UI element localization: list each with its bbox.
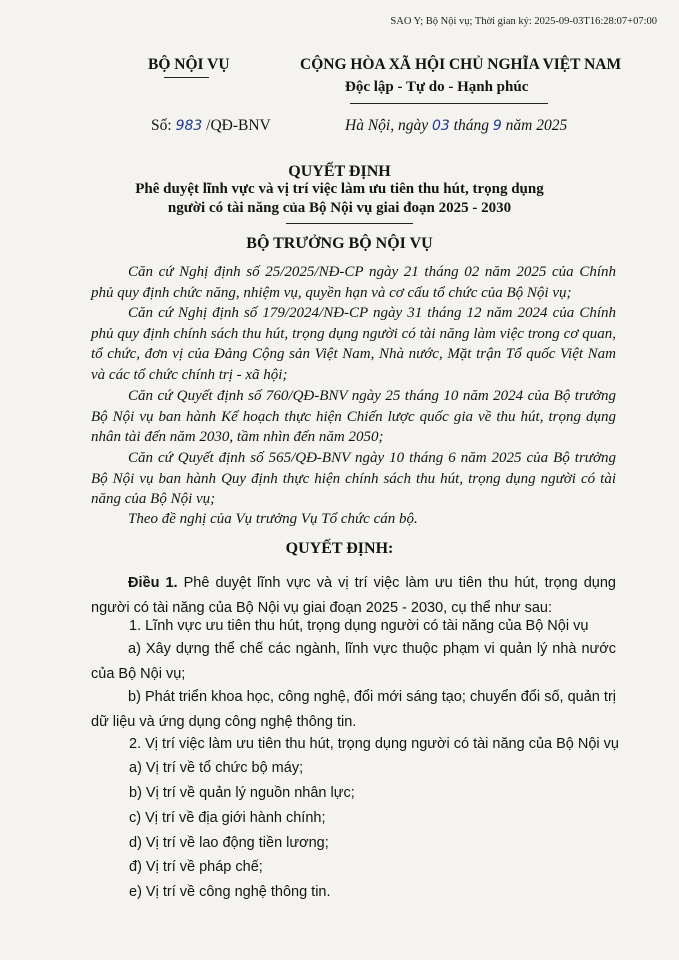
issue-date xyxy=(345,117,567,135)
document-subtitle-line-1: Phê duyệt lĩnh vực và vị trí việc làm ưu tiên thu hút, trọng dụng xyxy=(135,181,544,197)
section-2-title: 2. Vị trí việc làm ưu tiên thu hút, trọng dụng người có tài năng của Bộ Nội vụ xyxy=(129,736,619,752)
position-item: e) Vị trí về công nghệ thông tin. xyxy=(129,884,331,900)
digital-signature-stamp: SAO Y; Bộ Nội vụ; Thời gian ký: 2025-09-03T16:28:07+07:00 xyxy=(390,16,657,27)
position-item: b) Vị trí về quản lý nguồn nhân lực; xyxy=(129,785,355,801)
document-subtitle-line-2: người có tài năng của Bộ Nội vụ giai đoạn 2025 - 2030 xyxy=(167,200,512,216)
national-title: CỘNG HÒA XÃ HỘI CHỦ NGHĨA VIỆT NAM xyxy=(300,56,622,73)
issuing-ministry: BỘ NỘI VỤ xyxy=(148,56,230,73)
article-1 xyxy=(91,571,616,620)
national-motto: Độc lập - Tự do - Hạnh phúc xyxy=(345,79,529,95)
document-number xyxy=(151,117,271,135)
title-underline xyxy=(286,223,413,224)
date-month: 9 xyxy=(492,118,502,134)
section-1-item-a: a) Xây dựng thể chế các ngành, lĩnh vực thuộc phạm vi quản lý nhà nước của Bộ Nội vụ; xyxy=(91,641,616,682)
preamble-paragraph: Căn cứ Nghị định số 25/2025/NĐ-CP ngày 21 tháng 02 năm 2025 của Chính phủ quy định chức năng, nhiệm vụ, quyền hạn và cơ cấu tổ chức của Bộ Nội vụ; xyxy=(91,264,616,301)
date-year: năm 2025 xyxy=(505,117,568,134)
motto-underline xyxy=(350,103,548,104)
date-day: 03 xyxy=(431,118,450,134)
section-1-title: 1. Lĩnh vực ưu tiên thu hút, trọng dụng người có tài năng của Bộ Nội vụ xyxy=(129,618,589,634)
preamble-paragraph: Căn cứ Quyết định số 760/QĐ-BNV ngày 25 tháng 10 năm 2024 của Bộ trưởng Bộ Nội vụ ban hành Kế hoạch thực hiện Chiến lược quốc gia về thu hút, trọng dụng nhân tài đến năm 2030, tầm nhìn đến năm 2050; xyxy=(91,388,616,445)
article-1-label: Điều 1. xyxy=(128,575,178,591)
position-item: a) Vị trí về tổ chức bộ máy; xyxy=(129,760,304,776)
preamble-paragraph: Theo đề nghị của Vụ trưởng Vụ Tổ chức cán bộ. xyxy=(128,511,418,527)
section-1-item-b: b) Phát triển khoa học, công nghệ, đổi mới sáng tạo; chuyển đổi số, quản trị dữ liệu và ứng dụng công nghệ thông tin. xyxy=(91,689,616,730)
position-item: đ) Vị trí về pháp chế; xyxy=(129,859,263,875)
issuing-authority: BỘ TRƯỞNG BỘ NỘI VỤ xyxy=(246,235,433,252)
date-month-label: tháng xyxy=(453,117,489,134)
document-title: QUYẾT ĐỊNH xyxy=(288,163,391,180)
position-item: c) Vị trí về địa giới hành chính; xyxy=(129,810,326,826)
number-prefix: Số: xyxy=(151,117,172,134)
article-1-text: Phê duyệt lĩnh vực và vị trí việc làm ưu tiên thu hút, trọng dụng người có tài năng của Bộ Nội vụ giai đoạn 2025 - 2030, cụ thể như sau: xyxy=(91,575,616,616)
decision-heading: QUYẾT ĐỊNH: xyxy=(285,540,394,557)
preamble-paragraph: Căn cứ Quyết định số 565/QĐ-BNV ngày 10 tháng 6 năm 2025 của Bộ trưởng Bộ Nội vụ ban hành Quy định thực hiện chính sách thu hút, trọng dụng người có tài năng của Bộ Nội vụ; xyxy=(91,450,616,507)
position-item: d) Vị trí về lao động tiền lương; xyxy=(129,835,329,851)
date-prefix: Hà Nội, ngày xyxy=(345,117,429,134)
number-suffix: /QĐ-BNV xyxy=(206,117,271,134)
ministry-underline xyxy=(164,77,209,78)
number-handwritten: 983 xyxy=(175,118,203,134)
preamble-paragraph: Căn cứ Nghị định số 179/2024/NĐ-CP ngày 31 tháng 12 năm 2024 của Chính phủ quy định chính sách thu hút, trọng dụng người có tài năng làm việc trong cơ quan, tổ chức, đơn vị của Đảng Cộng sản Việt Nam, Nhà nước, Mặt trận Tổ quốc Việt Nam và các tổ chức chính trị - xã hội; xyxy=(91,305,616,383)
